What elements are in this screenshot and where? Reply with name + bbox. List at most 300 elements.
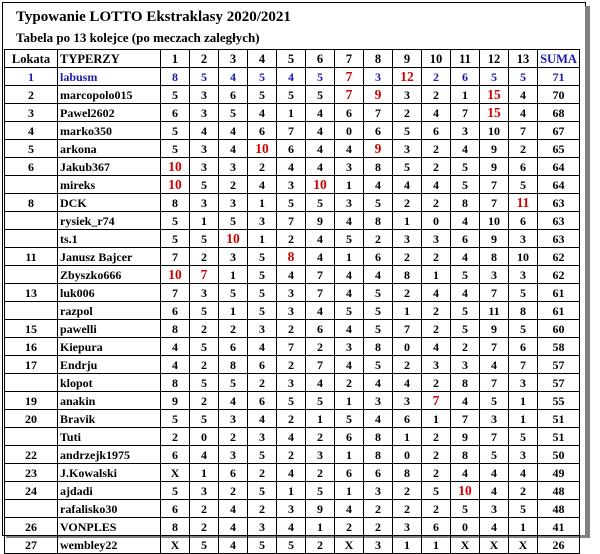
score-cell: 4 [335,500,364,518]
score-cell: 5 [393,122,422,140]
score-cell: 3 [393,140,422,158]
rank-cell: 8 [5,194,58,212]
score-cell: 2 [364,230,393,248]
score-cell: 8 [161,374,190,392]
score-cell: 2 [306,428,335,446]
score-cell: 2 [393,194,422,212]
score-cell: 4 [306,302,335,320]
score-cell: 3 [248,212,277,230]
score-cell: 5 [248,86,277,104]
player-name-cell: rafalisko30 [58,500,161,518]
player-name-cell: marko350 [58,122,161,140]
score-cell: 5 [509,68,538,86]
score-cell: 7 [451,104,480,122]
header-round-11: 11 [451,50,480,68]
score-cell: 1 [219,266,248,284]
score-cell: 6 [364,122,393,140]
table-row [5,320,580,338]
rank-cell [5,500,58,518]
table-row [5,248,580,266]
score-cell: 5 [161,140,190,158]
score-cell: 4 [364,374,393,392]
score-cell: 5 [393,158,422,176]
score-cell: 5 [509,176,538,194]
score-cell: 5 [248,68,277,86]
score-cell: 1 [335,446,364,464]
score-cell: 4 [335,140,364,158]
player-name-cell: Tuti [58,428,161,446]
score-cell: 15 [480,86,509,104]
score-cell: 2 [190,356,219,374]
score-cell: 4 [306,248,335,266]
score-cell: 1 [393,428,422,446]
score-cell: 3 [480,500,509,518]
score-cell: 8 [161,320,190,338]
score-cell: 3 [509,266,538,284]
score-cell: 4 [306,140,335,158]
score-cell: 5 [306,482,335,500]
score-cell: 5 [248,248,277,266]
score-cell: 1 [190,212,219,230]
table-row [5,410,580,428]
score-cell: 2 [422,86,451,104]
score-cell: 9 [451,428,480,446]
score-cell: 3 [480,410,509,428]
score-cell: 4 [306,230,335,248]
table-row [5,446,580,464]
score-cell: 1 [219,302,248,320]
score-cell: 2 [306,338,335,356]
score-cell: 15 [480,104,509,122]
player-name-cell: Jakub367 [58,158,161,176]
score-cell: 4 [364,410,393,428]
score-cell: 9 [480,158,509,176]
rank-cell: 1 [5,68,58,86]
score-cell: 9 [306,500,335,518]
player-name-cell: VONPLES [58,518,161,536]
score-cell: 6 [306,320,335,338]
score-cell: 5 [248,266,277,284]
score-cell: 0 [393,338,422,356]
header-round-10: 10 [422,50,451,68]
table-row [5,194,580,212]
score-cell: 3 [219,158,248,176]
player-name-cell: Bravik [58,410,161,428]
score-cell: 7 [306,356,335,374]
score-cell: 5 [219,104,248,122]
player-name-cell: labusm [58,68,161,86]
header-round-3: 3 [219,50,248,68]
table-row [5,266,580,284]
score-cell: 6 [393,410,422,428]
score-cell: 4 [219,122,248,140]
score-cell: 6 [161,104,190,122]
score-cell: 7 [306,284,335,302]
score-cell: 9 [306,212,335,230]
score-cell: 5 [190,338,219,356]
table-row [5,392,580,410]
sum-cell: 55 [538,392,580,410]
score-cell: 4 [451,212,480,230]
score-cell: 3 [335,338,364,356]
score-cell: 5 [248,536,277,554]
score-cell: 9 [364,86,393,104]
player-name-cell: DCK [58,194,161,212]
score-cell: 2 [509,140,538,158]
score-cell: 5 [190,374,219,392]
score-cell: 6 [509,338,538,356]
score-cell: 7 [335,86,364,104]
score-cell: 6 [161,500,190,518]
score-cell: 4 [277,464,306,482]
score-cell: 4 [219,500,248,518]
score-cell: 7 [509,356,538,374]
score-cell: 2 [364,518,393,536]
score-cell: 9 [480,230,509,248]
score-cell: 1 [451,86,480,104]
score-cell: 7 [480,374,509,392]
rank-cell: 22 [5,446,58,464]
score-cell: 4 [480,482,509,500]
score-cell: 10 [451,482,480,500]
score-cell: 4 [306,374,335,392]
rank-cell: 11 [5,248,58,266]
table-row [5,482,580,500]
score-cell: 3 [422,230,451,248]
page-subtitle: Tabela po 13 kolejce (po meczach zaległych) [16,30,260,45]
rank-cell: 13 [5,284,58,302]
player-name-cell: pawelli [58,320,161,338]
sum-cell: 51 [538,428,580,446]
rank-cell [5,302,58,320]
score-cell: 8 [219,356,248,374]
score-cell: 3 [248,518,277,536]
player-name-cell: ajdadi [58,482,161,500]
score-cell: 5 [364,194,393,212]
score-cell: 8 [364,158,393,176]
score-cell: 8 [161,68,190,86]
sum-cell: 64 [538,158,580,176]
score-cell: 4 [277,518,306,536]
score-cell: 3 [335,158,364,176]
player-name-cell: andrzejk1975 [58,446,161,464]
sum-cell: 63 [538,212,580,230]
table-row [5,230,580,248]
score-cell: 6 [509,158,538,176]
score-cell: 3 [480,266,509,284]
score-cell: 4 [422,104,451,122]
score-cell: 5 [161,86,190,104]
score-cell: 8 [451,194,480,212]
sum-cell: 63 [538,194,580,212]
score-cell: 4 [335,356,364,374]
score-cell: 4 [219,392,248,410]
rank-cell: 27 [5,536,58,554]
score-cell: X [161,536,190,554]
sum-cell: 58 [538,338,580,356]
rank-cell [5,428,58,446]
score-cell: 3 [277,284,306,302]
score-cell: 2 [161,428,190,446]
score-cell: 5 [335,230,364,248]
score-cell: 2 [190,320,219,338]
score-cell: 2 [393,104,422,122]
score-cell: 10 [306,176,335,194]
player-name-cell: Janusz Bajcer [58,248,161,266]
score-cell: 4 [219,518,248,536]
score-cell: 6 [451,68,480,86]
score-cell: 7 [277,338,306,356]
score-cell: 3 [509,446,538,464]
score-cell: 5 [480,68,509,86]
score-cell: 6 [422,518,451,536]
score-cell: 4 [451,464,480,482]
score-cell: 2 [422,500,451,518]
score-cell: 6 [364,464,393,482]
score-cell: 8 [364,212,393,230]
score-cell: 2 [393,482,422,500]
score-cell: 5 [509,284,538,302]
score-cell: 4 [480,464,509,482]
score-cell: 2 [509,482,538,500]
score-cell: 5 [190,230,219,248]
table-row [5,284,580,302]
score-cell: 10 [248,140,277,158]
header-round-7: 7 [335,50,364,68]
score-cell: 3 [393,518,422,536]
header-round-9: 9 [393,50,422,68]
score-cell: 4 [277,428,306,446]
score-cell: 2 [364,500,393,518]
score-cell: 2 [393,284,422,302]
score-cell: 5 [248,482,277,500]
score-cell: 3 [219,194,248,212]
score-cell: 5 [335,410,364,428]
sum-cell: 50 [538,446,580,464]
header-round-1: 1 [161,50,190,68]
header-rank: Lokata [5,50,58,68]
player-name-cell: luk006 [58,284,161,302]
score-cell: 8 [451,446,480,464]
header-round-13: 13 [509,50,538,68]
score-cell: 2 [422,140,451,158]
score-cell: 4 [248,104,277,122]
score-cell: 5 [190,302,219,320]
score-cell: 10 [480,122,509,140]
score-cell: 2 [219,176,248,194]
score-cell: 6 [509,212,538,230]
score-cell: 2 [335,518,364,536]
score-cell: 0 [422,212,451,230]
score-cell: 4 [509,104,538,122]
table-row [5,374,580,392]
score-cell: 3 [277,374,306,392]
score-cell: 6 [248,122,277,140]
score-cell: 7 [277,212,306,230]
score-cell: 8 [364,446,393,464]
score-cell: 3 [509,374,538,392]
score-cell: 3 [277,500,306,518]
score-cell: 8 [364,338,393,356]
player-name-cell: Endrju [58,356,161,374]
score-cell: 1 [306,518,335,536]
score-cell: 3 [393,230,422,248]
score-cell: 4 [364,176,393,194]
score-cell: 10 [219,230,248,248]
score-cell: 4 [219,68,248,86]
score-cell: 5 [306,392,335,410]
score-cell: 2 [422,158,451,176]
header-round-2: 2 [190,50,219,68]
score-cell: 1 [393,302,422,320]
score-cell: 3 [306,446,335,464]
score-cell: 5 [509,428,538,446]
score-cell: 8 [364,428,393,446]
score-cell: 1 [335,392,364,410]
sum-cell: 68 [538,104,580,122]
score-cell: 2 [393,248,422,266]
score-cell: 5 [335,302,364,320]
score-cell: 5 [306,68,335,86]
score-cell: 4 [335,284,364,302]
score-cell: 7 [190,266,219,284]
score-cell: 3 [277,176,306,194]
score-cell: 5 [219,212,248,230]
score-cell: 4 [480,518,509,536]
player-name-cell: arkona [58,140,161,158]
score-cell: 5 [219,284,248,302]
table-row [5,536,580,554]
sum-cell: 64 [538,176,580,194]
header-round-5: 5 [277,50,306,68]
score-cell: 7 [480,428,509,446]
sum-cell: 70 [538,86,580,104]
score-cell: 4 [248,176,277,194]
score-cell: 8 [277,248,306,266]
header-round-4: 4 [248,50,277,68]
sum-cell: 57 [538,356,580,374]
rank-cell: 4 [5,122,58,140]
score-cell: 5 [364,302,393,320]
score-cell: 4 [306,158,335,176]
score-cell: 2 [422,428,451,446]
score-cell: 2 [422,302,451,320]
score-cell: X [335,536,364,554]
score-cell: 1 [509,518,538,536]
score-cell: 4 [451,140,480,158]
score-cell: 2 [393,356,422,374]
score-cell: 6 [277,140,306,158]
score-cell: 4 [277,266,306,284]
rank-cell: 3 [5,104,58,122]
header-round-12: 12 [480,50,509,68]
score-cell: 5 [277,194,306,212]
score-cell: 2 [335,374,364,392]
score-cell: 5 [451,176,480,194]
table-row [5,356,580,374]
score-cell: 2 [277,446,306,464]
score-cell: 4 [422,284,451,302]
score-cell: 2 [422,194,451,212]
score-cell: 5 [190,410,219,428]
score-cell: 8 [393,464,422,482]
score-cell: 2 [190,248,219,266]
rank-cell: 16 [5,338,58,356]
score-cell: 2 [219,428,248,446]
score-cell: 7 [306,266,335,284]
score-cell: 6 [422,122,451,140]
score-cell: 6 [451,230,480,248]
rank-cell: 20 [5,410,58,428]
sum-cell: 48 [538,500,580,518]
score-cell: 1 [277,482,306,500]
sum-cell: 51 [538,410,580,428]
table-row [5,158,580,176]
score-cell: 6 [364,248,393,266]
rank-cell [5,266,58,284]
score-cell: 4 [277,158,306,176]
score-cell: 4 [422,176,451,194]
rank-cell: 2 [5,86,58,104]
table-header-row [5,50,580,68]
table-row [5,140,580,158]
score-cell: 4 [190,446,219,464]
score-cell: 7 [393,320,422,338]
score-cell: 0 [190,428,219,446]
score-cell: 7 [161,284,190,302]
score-cell: X [161,464,190,482]
score-cell: 9 [480,320,509,338]
score-cell: 3 [219,410,248,428]
score-cell: 1 [277,104,306,122]
rank-cell [5,212,58,230]
score-cell: 8 [393,266,422,284]
score-cell: 5 [190,536,219,554]
score-cell: 3 [335,194,364,212]
score-cell: 11 [509,194,538,212]
score-cell: 4 [509,464,538,482]
header-round-6: 6 [306,50,335,68]
score-cell: 10 [480,212,509,230]
score-cell: 5 [161,212,190,230]
score-cell: 1 [422,410,451,428]
score-cell: 4 [364,266,393,284]
score-cell: 1 [190,464,219,482]
player-name-cell: ts.1 [58,230,161,248]
score-cell: 6 [335,104,364,122]
table-row [5,518,580,536]
score-cell: 5 [480,446,509,464]
score-cell: 1 [509,410,538,428]
score-cell: 1 [422,536,451,554]
sum-cell: 61 [538,284,580,302]
rank-cell [5,374,58,392]
score-cell: 6 [248,356,277,374]
score-cell: 2 [451,338,480,356]
score-cell: 3 [364,392,393,410]
score-cell: 1 [248,194,277,212]
score-cell: 6 [219,464,248,482]
score-cell: 12 [393,68,422,86]
score-cell: 5 [219,374,248,392]
page-title: Typowanie LOTTO Ekstraklasy 2020/2021 [16,9,291,25]
score-cell: 3 [422,356,451,374]
score-cell: 3 [190,104,219,122]
sum-cell: 48 [538,482,580,500]
score-cell: 2 [219,482,248,500]
score-cell: 4 [335,266,364,284]
score-cell: 8 [451,374,480,392]
